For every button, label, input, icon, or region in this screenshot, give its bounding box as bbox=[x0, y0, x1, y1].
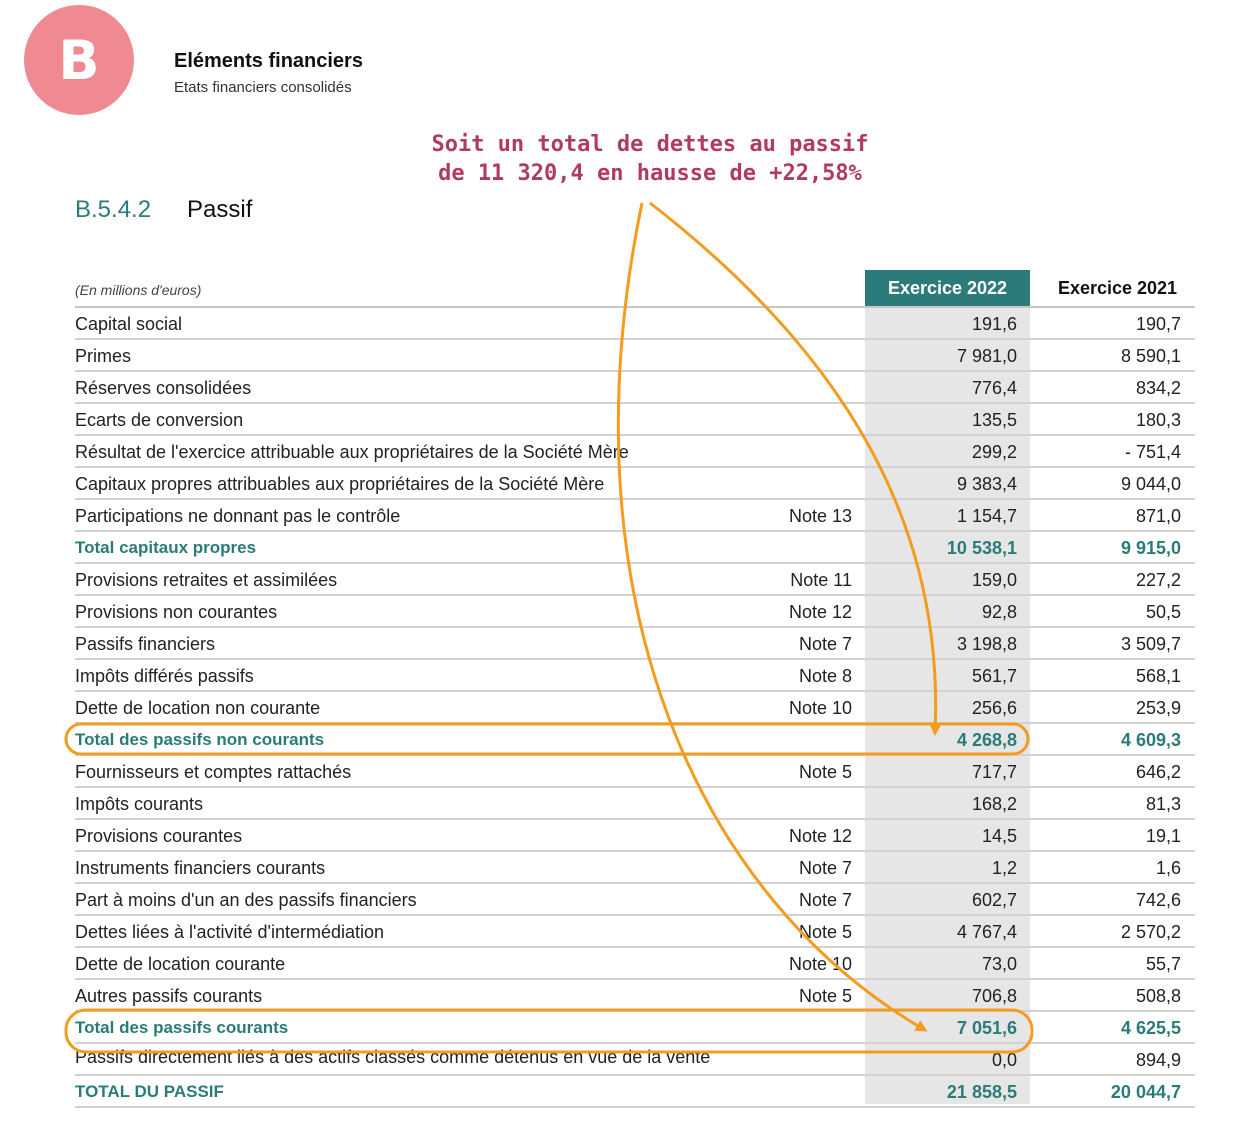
row-note: Note 13 bbox=[788, 506, 852, 526]
row-note: Note 12 bbox=[788, 602, 852, 622]
value-2021: 253,9 bbox=[1135, 698, 1181, 718]
row-label: Provisions non courantes bbox=[75, 602, 278, 622]
value-2022: 3 198,8 bbox=[956, 634, 1017, 654]
value-2021: 894,9 bbox=[1135, 1050, 1181, 1070]
value-2022: 561,7 bbox=[971, 666, 1017, 686]
section-badge: B bbox=[24, 5, 134, 115]
row-note: Note 5 bbox=[798, 762, 852, 782]
value-2021: 742,6 bbox=[1135, 890, 1181, 910]
section-title: Passif bbox=[187, 196, 253, 223]
row-label: Dettes liées à l'activité d'intermédiation bbox=[75, 922, 385, 942]
annotation-line-1: Soit un total de dettes au passif bbox=[431, 132, 869, 157]
row-label: Passifs directement liés à des actifs classés comme détenus en vue de la vente bbox=[75, 1047, 711, 1067]
value-2021: 227,2 bbox=[1135, 570, 1181, 590]
column-header-2021: Exercice 2021 bbox=[1057, 277, 1178, 298]
value-2022: 299,2 bbox=[971, 442, 1017, 462]
value-2021: 9 044,0 bbox=[1120, 474, 1181, 494]
row-label: Provisions retraites et assimilées bbox=[75, 570, 338, 590]
row-label: Dette de location courante bbox=[75, 954, 286, 974]
value-2022: 4 767,4 bbox=[956, 922, 1017, 942]
value-2021: 646,2 bbox=[1135, 762, 1181, 782]
header-subtitle: Etats financiers consolidés bbox=[174, 79, 352, 96]
value-2022: 191,6 bbox=[971, 314, 1017, 334]
value-2022: 21 858,5 bbox=[946, 1082, 1017, 1102]
annotation-line-2: de 11 320,4 en hausse de +22,58% bbox=[438, 161, 862, 186]
value-2021: 19,1 bbox=[1145, 826, 1181, 846]
column-header-2022: Exercice 2022 bbox=[865, 270, 1030, 306]
value-2022: 602,7 bbox=[971, 890, 1017, 910]
highlight-noncurrent-total bbox=[66, 724, 1028, 754]
header-title: Eléments financiers bbox=[174, 50, 363, 72]
arrow-to-current-total bbox=[618, 203, 925, 1030]
value-2022: 7 981,0 bbox=[956, 346, 1017, 366]
row-note: Note 8 bbox=[798, 666, 852, 686]
highlight-current-total bbox=[66, 1010, 1032, 1052]
value-2022: 73,0 bbox=[981, 954, 1017, 974]
row-label: Total des passifs courants bbox=[75, 1018, 289, 1037]
row-label: Passifs financiers bbox=[75, 634, 216, 654]
value-2022: 776,4 bbox=[971, 378, 1017, 398]
row-note: Note 7 bbox=[798, 890, 852, 910]
value-2021: 2 570,2 bbox=[1120, 922, 1181, 942]
row-label: Réserves consolidées bbox=[75, 378, 252, 398]
row-label: Part à moins d'un an des passifs financiers bbox=[75, 890, 417, 910]
value-2022: 135,5 bbox=[971, 410, 1017, 430]
value-2021: 568,1 bbox=[1135, 666, 1181, 686]
value-2021: 4 625,5 bbox=[1120, 1018, 1181, 1038]
value-2021: 81,3 bbox=[1145, 794, 1181, 814]
row-label: Total capitaux propres bbox=[75, 538, 257, 557]
unit-label: (En millions d'euros) bbox=[75, 282, 202, 298]
value-2021: 9 915,0 bbox=[1120, 538, 1181, 558]
row-label: Dette de location non courante bbox=[75, 698, 321, 718]
value-2021: - 751,4 bbox=[1124, 442, 1181, 462]
value-2021: 508,8 bbox=[1135, 986, 1181, 1006]
row-label: TOTAL DU PASSIF bbox=[75, 1082, 224, 1101]
value-2021: 871,0 bbox=[1135, 506, 1181, 526]
value-2022: 159,0 bbox=[971, 570, 1017, 590]
row-label: Résultat de l'exercice attribuable aux propriétaires de la Société Mère bbox=[75, 442, 629, 462]
row-label: Fournisseurs et comptes rattachés bbox=[75, 762, 352, 782]
row-note: Note 10 bbox=[788, 954, 852, 974]
row-label: Instruments financiers courants bbox=[75, 858, 326, 878]
value-2022: 10 538,1 bbox=[946, 538, 1017, 558]
row-label: Impôts courants bbox=[75, 794, 204, 814]
value-2021: 55,7 bbox=[1145, 954, 1181, 974]
row-label: Primes bbox=[75, 346, 132, 366]
value-2022: 1 154,7 bbox=[956, 506, 1017, 526]
row-note: Note 11 bbox=[790, 570, 852, 590]
value-2022: 1,2 bbox=[991, 858, 1017, 878]
value-2021: 180,3 bbox=[1135, 410, 1181, 430]
row-label: Capitaux propres attribuables aux propriétaires de la Société Mère bbox=[75, 474, 605, 494]
value-2022: 706,8 bbox=[971, 986, 1017, 1006]
value-2021: 8 590,1 bbox=[1120, 346, 1181, 366]
value-2022: 717,7 bbox=[971, 762, 1017, 782]
value-2021: 50,5 bbox=[1145, 602, 1181, 622]
row-label: Impôts différés passifs bbox=[75, 666, 254, 686]
row-label: Autres passifs courants bbox=[75, 986, 263, 1006]
value-2022: 92,8 bbox=[981, 602, 1017, 622]
row-note: Note 5 bbox=[798, 986, 852, 1006]
row-note: Note 7 bbox=[798, 858, 852, 878]
value-2021: 3 509,7 bbox=[1120, 634, 1181, 654]
value-2022: 256,6 bbox=[971, 698, 1017, 718]
value-2021: 20 044,7 bbox=[1110, 1082, 1181, 1102]
value-2022: 9 383,4 bbox=[956, 474, 1017, 494]
value-2021: 834,2 bbox=[1135, 378, 1181, 398]
row-label: Provisions courantes bbox=[75, 826, 243, 846]
row-label: Participations ne donnant pas le contrôle bbox=[75, 506, 401, 526]
row-note: Note 5 bbox=[798, 922, 852, 942]
value-2022: 168,2 bbox=[971, 794, 1017, 814]
row-label: Capital social bbox=[75, 314, 183, 334]
value-2022: 0,0 bbox=[991, 1050, 1017, 1070]
value-2022: 4 268,8 bbox=[956, 730, 1017, 750]
row-note: Note 12 bbox=[788, 826, 852, 846]
value-2021: 1,6 bbox=[1155, 858, 1181, 878]
arrow-to-noncurrent-total bbox=[650, 203, 936, 733]
row-note: Note 10 bbox=[788, 698, 852, 718]
value-2021: 4 609,3 bbox=[1120, 730, 1181, 750]
value-2021: 190,7 bbox=[1135, 314, 1181, 334]
value-2022: 7 051,6 bbox=[956, 1018, 1017, 1038]
section-number: B.5.4.2 bbox=[75, 196, 152, 223]
row-label: Total des passifs non courants bbox=[75, 730, 325, 749]
row-label: Ecarts de conversion bbox=[75, 410, 244, 430]
value-2022: 14,5 bbox=[981, 826, 1017, 846]
row-note: Note 7 bbox=[798, 634, 852, 654]
